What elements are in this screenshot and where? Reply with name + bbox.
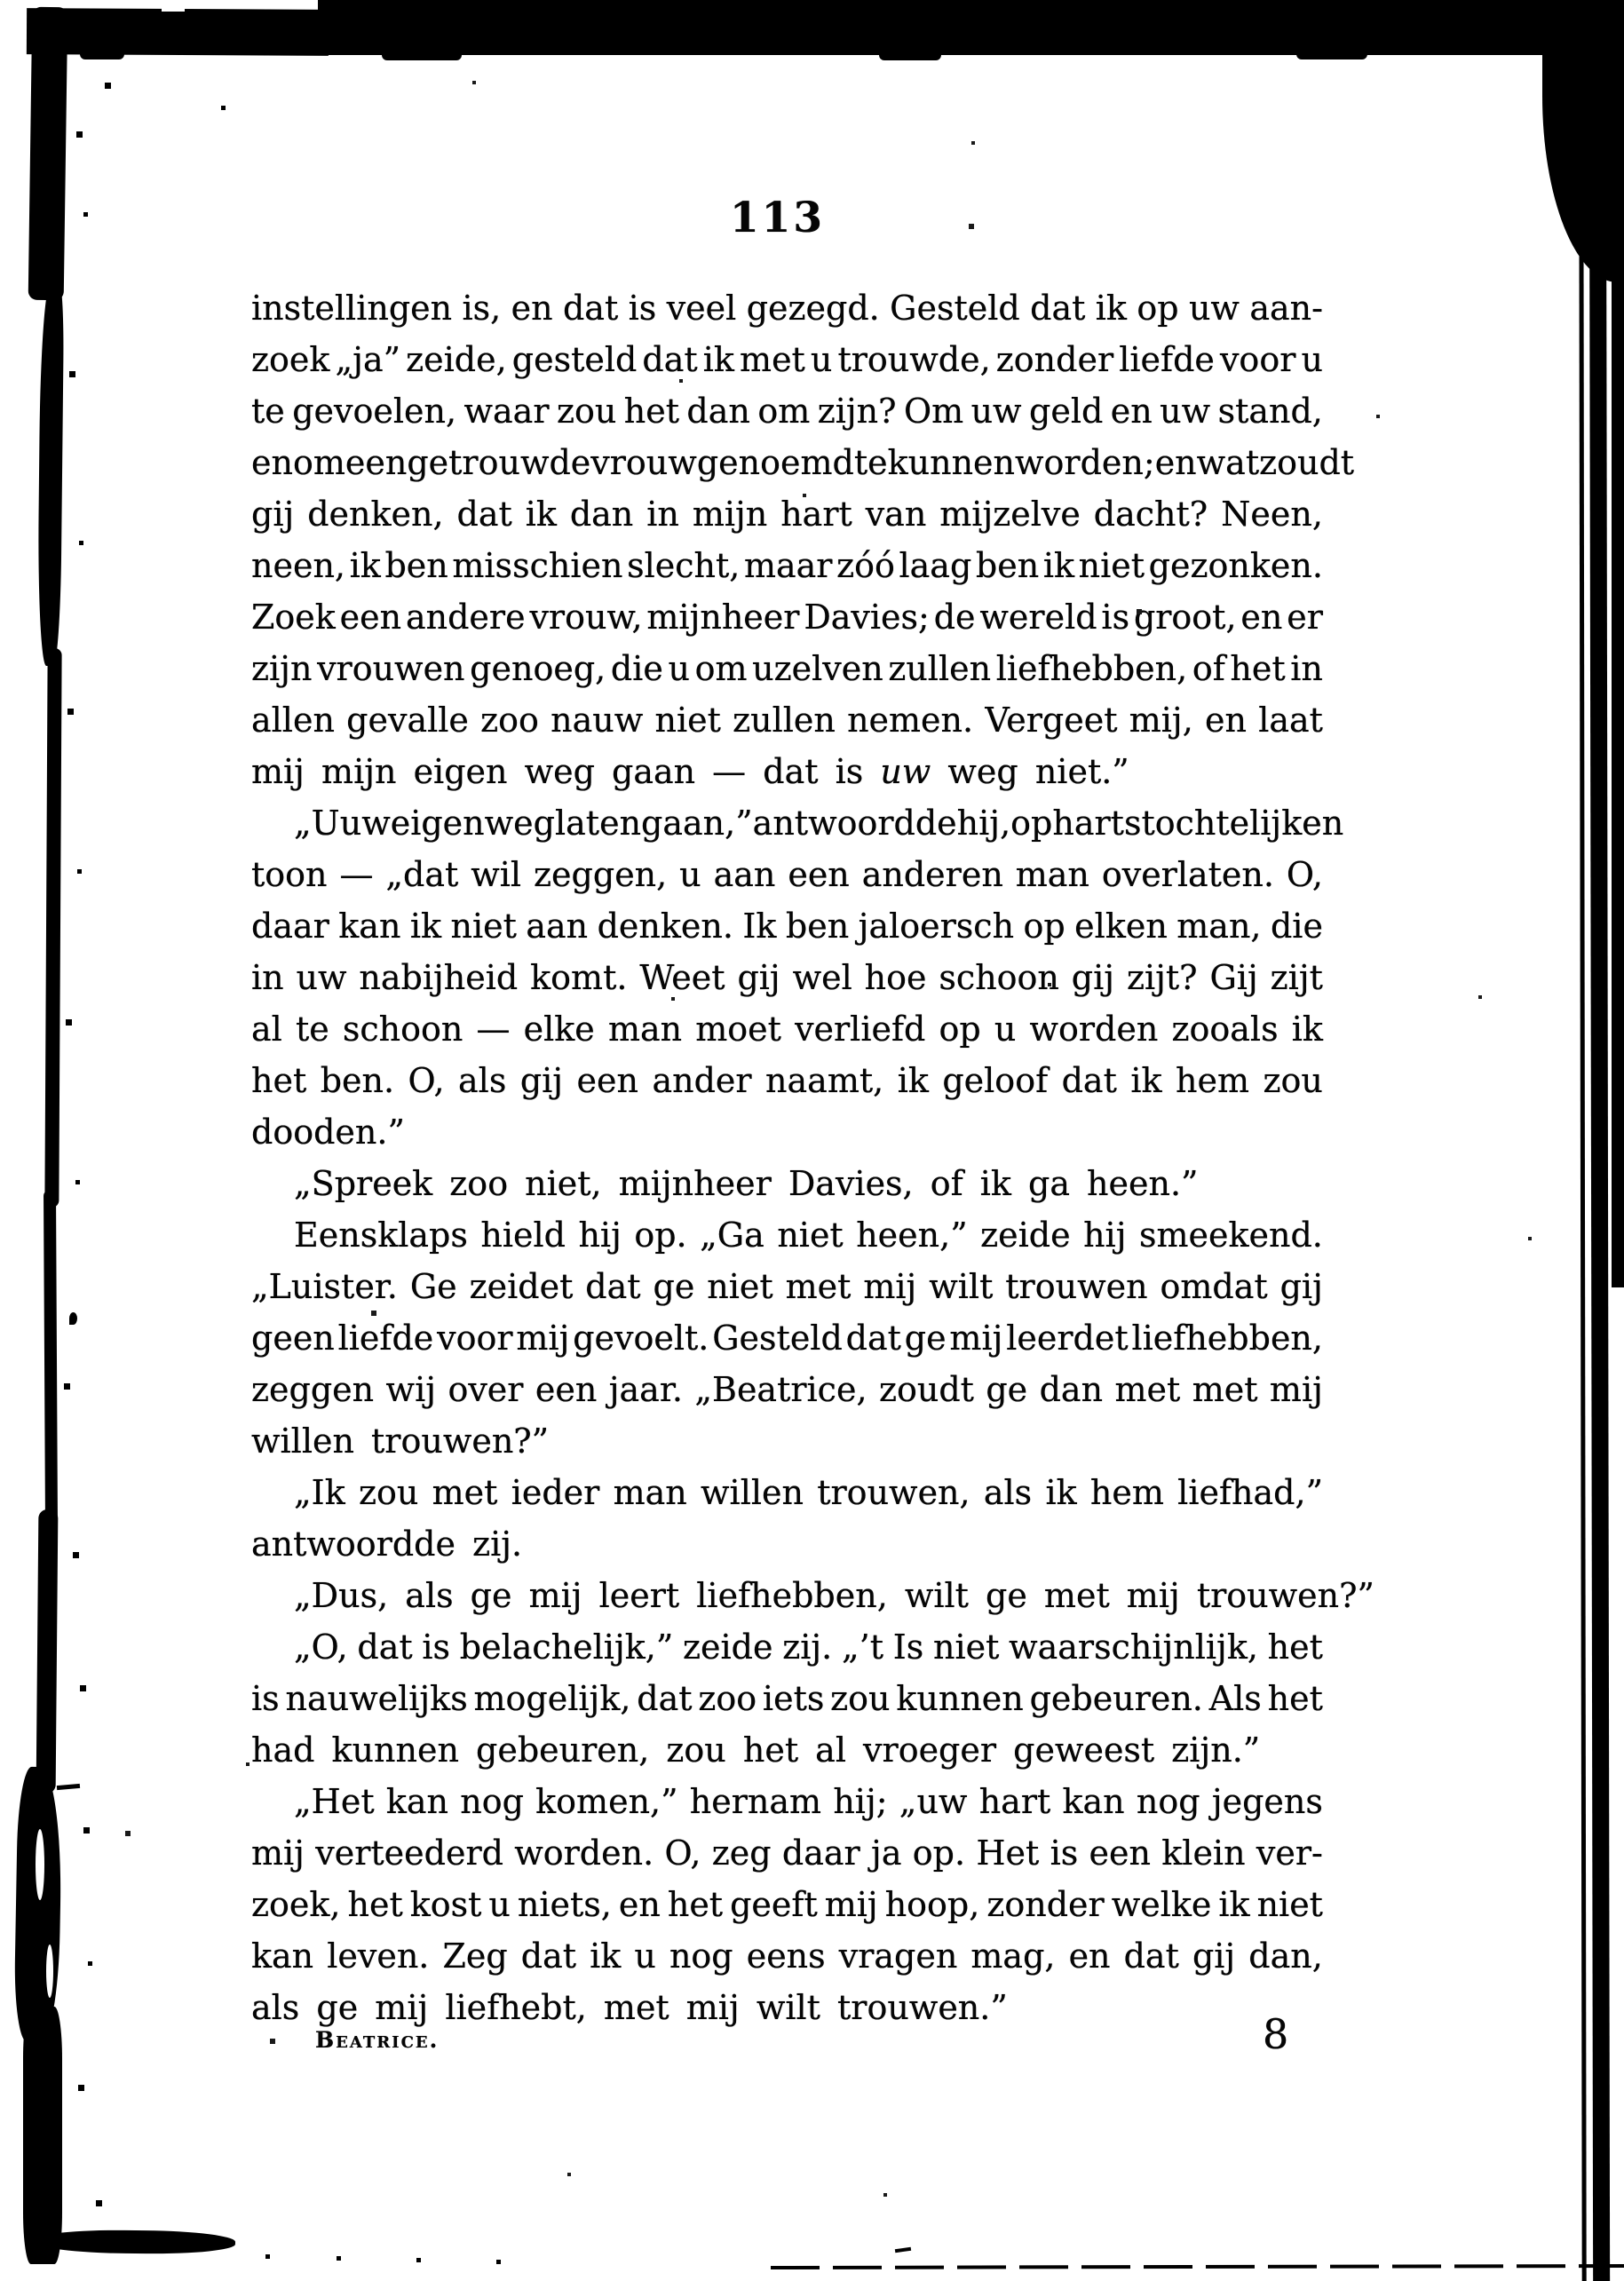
text-line: toon — „dat wil zeggen, u aan een anderen man overlaten. O, [251, 855, 1323, 894]
text-line: het ben. O, als gij een ander naamt, ik geloof dat ik hem zou [251, 1061, 1323, 1100]
scan-artifact-left-band [23, 2007, 62, 2264]
scan-artifact [57, 1784, 80, 1790]
scan-artifact-left-band [28, 7, 68, 301]
scan-artifact [36, 1829, 44, 1900]
text-line: al te schoon — elke man moet verliefd op u worden zooals ik [251, 1010, 1323, 1049]
text-line: zoek „ja” zeide, gesteld dat ik met u trouwde, zonder liefde voor u [251, 340, 1323, 379]
scan-artifact-left-band [13, 1767, 62, 2043]
scan-artifact [69, 1312, 77, 1325]
text-line: „Luister. Ge zeidet dat ge niet met mij wilt trouwen omdat gij [251, 1267, 1323, 1306]
text-line: kan leven. Zeg dat ik u nog eens vragen mag, en dat gij dan, [251, 1936, 1323, 1976]
text-line: als ge mij liefhebt, met mij wilt trouwen.” [251, 1988, 1008, 2027]
text-line: „Dus, als ge mij leert liefhebben, wilt ge met mij trouwen?” [294, 1576, 1374, 1615]
scan-artifact-right-edge [1612, 213, 1624, 1287]
text-line: mij mijn eigen weg gaan — dat is uw weg niet.” [251, 752, 1129, 791]
scan-artifact-speckles [0, 0, 2, 2]
scan-artifact-notch [162, 0, 185, 12]
text-line: Eensklaps hield hij op. „Ga niet heen,” zeide hij smeekend. [294, 1216, 1323, 1255]
text-line: „Het kan nog komen,” hernam hij; „uw hart kan nog jegens [294, 1782, 1323, 1821]
text-line: dooden.” [251, 1113, 405, 1152]
text-line: „U uw eigen weg laten gaan,” antwoordde hij, op hartstochtelijken [294, 804, 1344, 843]
text-line: Zoek een andere vrouw, mijnheer Davies; de wereld is groot, en er [251, 598, 1323, 637]
text-line: geen liefde voor mij gevoelt. Gesteld dat ge mij leerdet liefhebben, [251, 1319, 1323, 1358]
text-line: zeggen wij over een jaar. „Beatrice, zoudt ge dan met met mij [251, 1370, 1323, 1409]
text-line: zijn vrouwen genoeg, die u om uzelven zullen liefhebben, of het in [251, 649, 1323, 688]
text-line: gij denken, dat ik dan in mijn hart van mijzelve dacht? Neen, [251, 495, 1323, 534]
text-line: in uw nabijheid komt. Weet gij wel hoe schoon gij zijt? Gij zijt [251, 958, 1323, 997]
text-line: neen, ik ben misschien slecht, maar zóó laag ben ik niet gezonken. [251, 546, 1323, 585]
scan-artifact [80, 53, 124, 59]
text-line: is nauwelijks mogelijk, dat zoo iets zou kunnen gebeuren. Als het [251, 1679, 1323, 1718]
footer-book-title: Beatrice. [315, 2027, 440, 2053]
text-line: mij verteederd worden. O, zeg daar ja op. Het is een klein ver- [251, 1834, 1323, 1873]
footer-signature: 8 [1263, 2010, 1289, 2058]
text-line: had kunnen gebeuren, zou het al vroeger geweest zijn.” [251, 1731, 1261, 1770]
scan-artifact-left-band [37, 284, 65, 666]
scan-artifact [1296, 53, 1367, 59]
scan-artifact-right-line-thin [1579, 133, 1586, 2281]
scan-artifact-top-bar [318, 0, 1624, 55]
scan-artifact-bottom-line [771, 2264, 1624, 2269]
text-line: instellingen is, en dat is veel gezegd. Gesteld dat ik op uw aan- [251, 289, 1323, 328]
text-line: antwoordde zij. [251, 1525, 523, 1564]
text-block [251, 282, 1374, 2033]
text-line: zoek, het kost u niets, en het geeft mij hoop, zonder welke ik niet [251, 1885, 1323, 1924]
text-line: „Spreek zoo niet, mijnheer Davies, of ik ga heen.” [294, 1164, 1199, 1203]
scan-artifact-left-band [44, 1190, 58, 1527]
scan-artifact-left-band [36, 1509, 59, 1794]
scan-artifact [879, 54, 941, 60]
text-line: „O, dat is belachelijk,” zeide zij. „’t Is niet waarschijnlijk, het [294, 1628, 1323, 1667]
text-line: allen gevalle zoo nauw niet zullen nemen. Vergeet mij, en laat [251, 701, 1323, 740]
scan-artifact-top-bar-left [27, 8, 329, 56]
scan-artifact [46, 1944, 53, 1998]
page-number: 113 [729, 194, 826, 242]
text-line: te gevoelen, waar zou het dan om zijn? Om uw geld en uw stand, [251, 392, 1323, 431]
scan-artifact [382, 54, 462, 60]
scan-artifact [895, 2247, 911, 2253]
text-line: „Ik zou met ieder man willen trouwen, als ik hem liefhad,” [294, 1473, 1323, 1512]
scan-artifact-bottom-smudge [36, 2230, 235, 2254]
scan-artifact-right-line-thick [1589, 89, 1610, 2281]
scan-artifact-left-band [44, 648, 61, 1208]
text-line: en om een getrouwde vrouw genoemd te kunnen worden; en wat zoudt [251, 443, 1355, 482]
text-line: willen trouwen?” [251, 1422, 550, 1461]
text-line: daar kan ik niet aan denken. Ik ben jaloersch op elken man, die [251, 907, 1323, 946]
